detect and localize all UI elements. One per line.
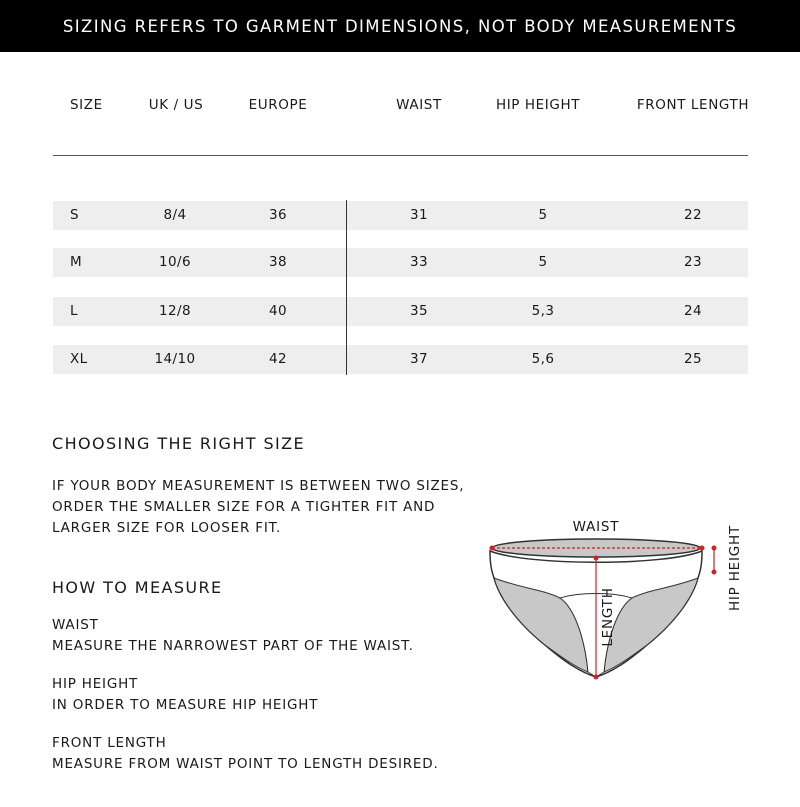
garment-diagram [470,510,760,690]
table-row [53,201,748,230]
banner-text: SIZING REFERS TO GARMENT DIMENSIONS, NOT BODY MEASUREMENTS [62,16,738,36]
banner [0,0,800,52]
cell-size: XL [70,351,88,367]
cell-waist: 31 [410,207,428,223]
how-to-measure-heading: HOW TO MEASURE [52,578,223,597]
cell-waist: 35 [410,303,428,319]
table-row [53,345,748,374]
diagram-hip-height-label: HIP HEIGHT [727,524,743,612]
table-row [53,297,748,326]
header-waist: WAIST [396,97,442,113]
cell-hip-height: 5 [538,254,548,270]
cell-europe: 38 [269,254,287,270]
cell-europe: 42 [269,351,287,367]
choosing-heading: CHOOSING THE RIGHT SIZE [52,434,305,453]
length-start-marker [594,556,599,561]
cell-europe: 40 [269,303,287,319]
diagram-length-label: LENGTH [600,587,616,647]
cell-waist: 33 [410,254,428,270]
hip-height-start-marker [712,546,717,551]
waist-end-marker [700,546,705,551]
header-front-length: FRONT LENGTH [636,97,750,113]
cell-uk-us: 12/8 [159,303,191,319]
length-end-marker [594,675,599,680]
header-rule [53,155,748,156]
cell-hip-height: 5,6 [531,351,555,367]
choosing-line: ORDER THE SMALLER SIZE FOR A TIGHTER FIT AND [52,499,436,515]
table-row [53,248,748,277]
cell-front-length: 22 [684,207,702,223]
cell-size: L [70,303,78,319]
cell-waist: 37 [410,351,428,367]
cell-hip-height: 5 [538,207,548,223]
column-divider [346,200,347,375]
cell-hip-height: 5,3 [531,303,555,319]
cell-size: M [70,254,83,270]
cell-front-length: 23 [684,254,702,270]
diagram-waist-label: WAIST [572,519,620,535]
hip-height-text: IN ORDER TO MEASURE HIP HEIGHT [52,697,319,713]
front-length-text: MEASURE FROM WAIST POINT TO LENGTH DESIRED. [52,756,439,772]
header-hip-height: HIP HEIGHT [495,97,581,113]
choosing-line: IF YOUR BODY MEASUREMENT IS BETWEEN TWO SIZES, [52,478,465,494]
cell-uk-us: 10/6 [159,254,191,270]
header-size: SIZE [70,97,103,113]
cell-europe: 36 [269,207,287,223]
front-length-title: FRONT LENGTH [52,735,167,751]
cell-size: S [70,207,79,223]
cell-front-length: 25 [684,351,702,367]
hip-height-end-marker [712,570,717,575]
waist-text: MEASURE THE NARROWEST PART OF THE WAIST. [52,638,414,654]
waist-start-marker [490,546,495,551]
cell-uk-us: 8/4 [163,207,187,223]
choosing-line: LARGER SIZE FOR LOOSER FIT. [52,520,282,536]
cell-uk-us: 14/10 [154,351,196,367]
hip-height-title: HIP HEIGHT [52,676,139,692]
header-europe: EUROPE [248,97,308,113]
waist-title: WAIST [52,617,99,633]
cell-front-length: 24 [684,303,702,319]
choosing-text [52,476,464,539]
header-uk-us: UK / US [148,97,204,113]
